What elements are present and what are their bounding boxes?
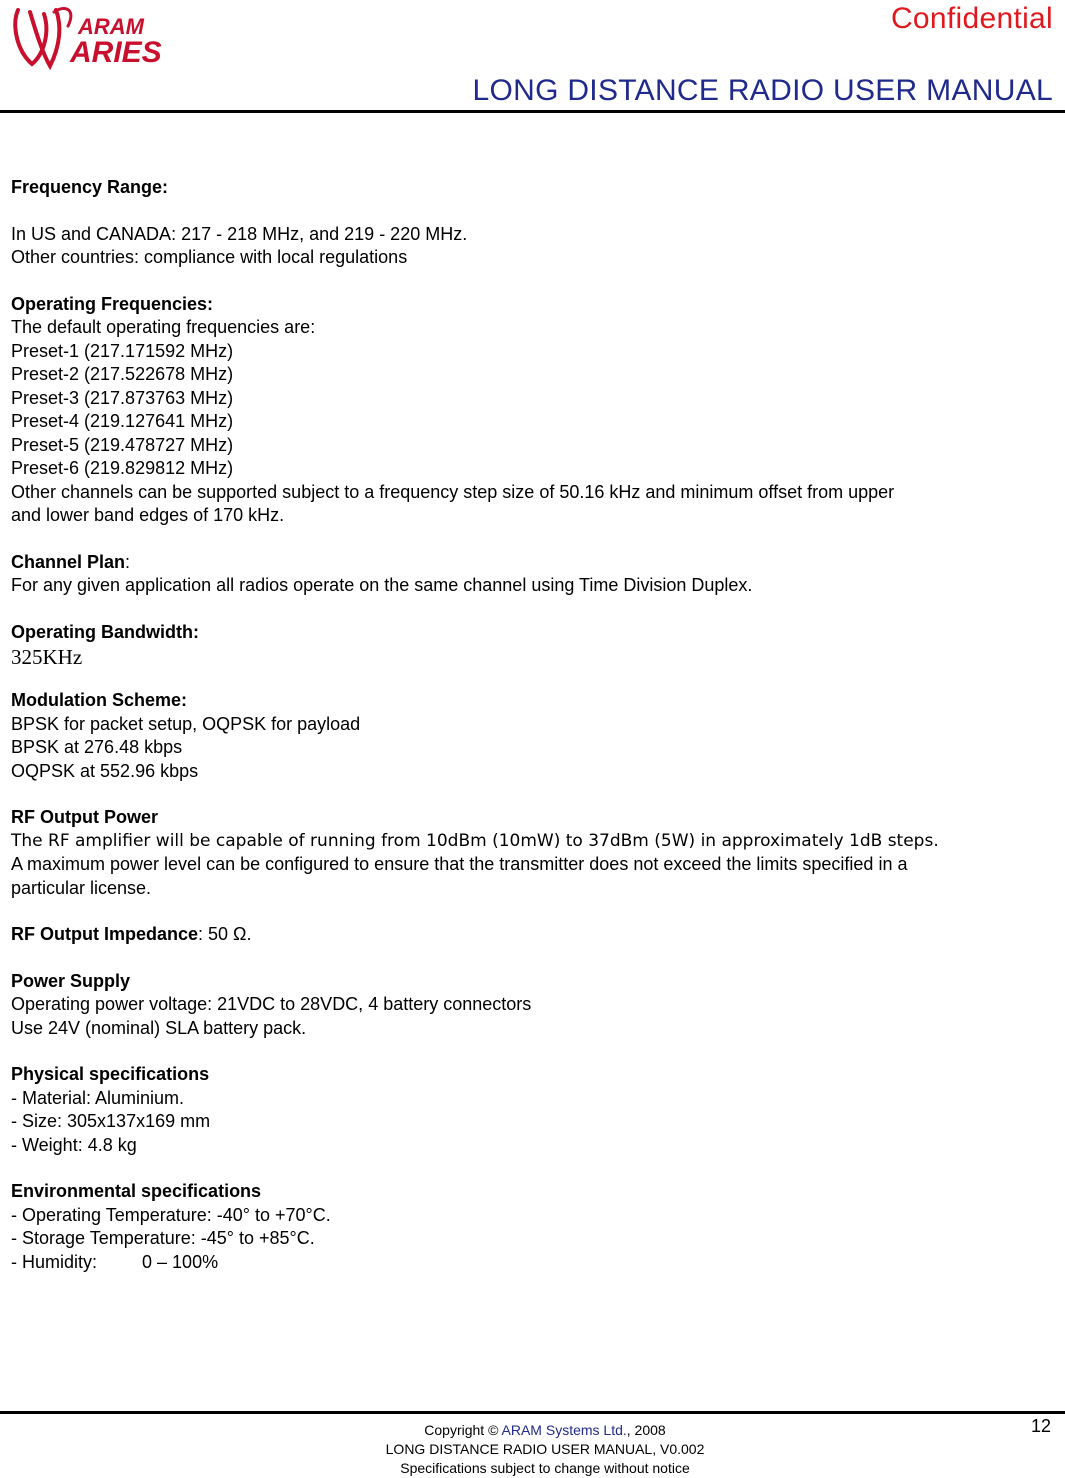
page-number: 12 <box>1030 1416 1051 1436</box>
rf-output-power-range: The RF amplifier will be capable of running from 10dBm (10mW) to 37dBm (5W) in approximately 1dB steps. <box>11 830 939 851</box>
channel-plan-colon: : <box>125 551 131 572</box>
company-link[interactable]: ARAM Systems Ltd. <box>501 1422 627 1438</box>
rf-output-impedance-value: : 50 Ω. <box>198 924 252 944</box>
physical-spec-item: - Weight: 4.8 kg <box>11 1134 137 1155</box>
svg-text:ARAM: ARAM <box>78 14 144 39</box>
environmental-spec-item: - Operating Temperature: -40° to +70°C. <box>11 1204 331 1225</box>
frequency-range-other: Other countries: compliance with local regulations <box>11 247 408 267</box>
footer-copyright <box>290 1421 800 1440</box>
rf-output-power-note-cont: particular license. <box>11 877 152 898</box>
preset-item: Preset-5 (219.478727 MHz) <box>11 434 234 455</box>
preset-item: Preset-6 (219.829812 MHz) <box>11 458 234 478</box>
copyright-suffix: , 2008 <box>626 1422 666 1438</box>
copyright-prefix: Copyright © <box>424 1422 502 1438</box>
header-rule <box>0 110 1065 113</box>
preset-item: Preset-1 (217.171592 MHz) <box>11 340 234 361</box>
channel-step-note-cont: and lower band edges of 170 kHz. <box>11 505 285 525</box>
rf-output-power-heading: RF Output Power <box>11 807 158 827</box>
svg-text:ARIES: ARIES <box>70 36 162 69</box>
power-supply-battery: Use 24V (nominal) SLA battery pack. <box>11 1017 307 1038</box>
preset-item: Preset-3 (217.873763 MHz) <box>11 387 234 408</box>
environmental-spec-item: - Humidity: 0 – 100% <box>11 1251 219 1272</box>
rf-output-impedance-line <box>11 923 1056 947</box>
frequency-range-us: In US and CANADA: 217 - 218 MHz, and 219 - 220 MHz. <box>11 223 468 244</box>
channel-plan-heading-line <box>11 551 1056 575</box>
environmental-spec-item: - Storage Temperature: -45° to +85°C. <box>11 1228 315 1248</box>
channel-plan-heading: Channel Plan <box>11 551 126 572</box>
rf-output-power-note: A maximum power level can be configured to ensure that the transmitter does not exceed the limits specified in a <box>11 854 908 874</box>
page-content <box>11 176 1056 1274</box>
confidential-label: Confidential <box>890 2 1053 35</box>
environmental-specs-heading: Environmental specifications <box>11 1181 262 1201</box>
frequency-range-heading: Frequency Range: <box>11 177 169 197</box>
physical-spec-item: - Material: Aluminium. <box>11 1087 185 1108</box>
power-supply-voltage: Operating power voltage: 21VDC to 28VDC, 4 battery connectors <box>11 994 532 1014</box>
physical-spec-item: - Size: 305x137x169 mm <box>11 1111 211 1131</box>
modulation-line: BPSK for packet setup, OQPSK for payload <box>11 713 361 734</box>
physical-specs-heading: Physical specifications <box>11 1064 210 1084</box>
operating-frequencies-heading: Operating Frequencies: <box>11 293 214 314</box>
footer-rule <box>0 1411 1065 1414</box>
channel-step-note: Other channels can be supported subject to a frequency step size of 50.16 kHz and minimum offset from upper <box>11 481 895 502</box>
modulation-heading: Modulation Scheme: <box>11 690 188 710</box>
rf-output-impedance-heading: RF Output Impedance <box>11 924 199 944</box>
modulation-line: OQPSK at 552.96 kbps <box>11 760 199 781</box>
footer-disclaimer: Specifications subject to change without notice <box>400 1460 690 1476</box>
page-footer <box>290 1421 800 1478</box>
channel-plan-text: For any given application all radios operate on the same channel using Time Division Duplex. <box>11 575 753 595</box>
aram-aries-logo <box>10 2 162 72</box>
footer-manual-version: LONG DISTANCE RADIO USER MANUAL, V0.002 <box>385 1441 705 1457</box>
operating-frequencies-intro: The default operating frequencies are: <box>11 317 316 337</box>
modulation-line: BPSK at 276.48 kbps <box>11 737 183 757</box>
power-supply-heading: Power Supply <box>11 970 131 991</box>
document-title: LONG DISTANCE RADIO USER MANUAL <box>472 74 1053 107</box>
preset-item: Preset-2 (217.522678 MHz) <box>11 364 234 384</box>
operating-bandwidth-value: 325KHz <box>11 645 83 669</box>
operating-bandwidth-heading: Operating Bandwidth: <box>11 621 199 642</box>
preset-item: Preset-4 (219.127641 MHz) <box>11 411 234 431</box>
